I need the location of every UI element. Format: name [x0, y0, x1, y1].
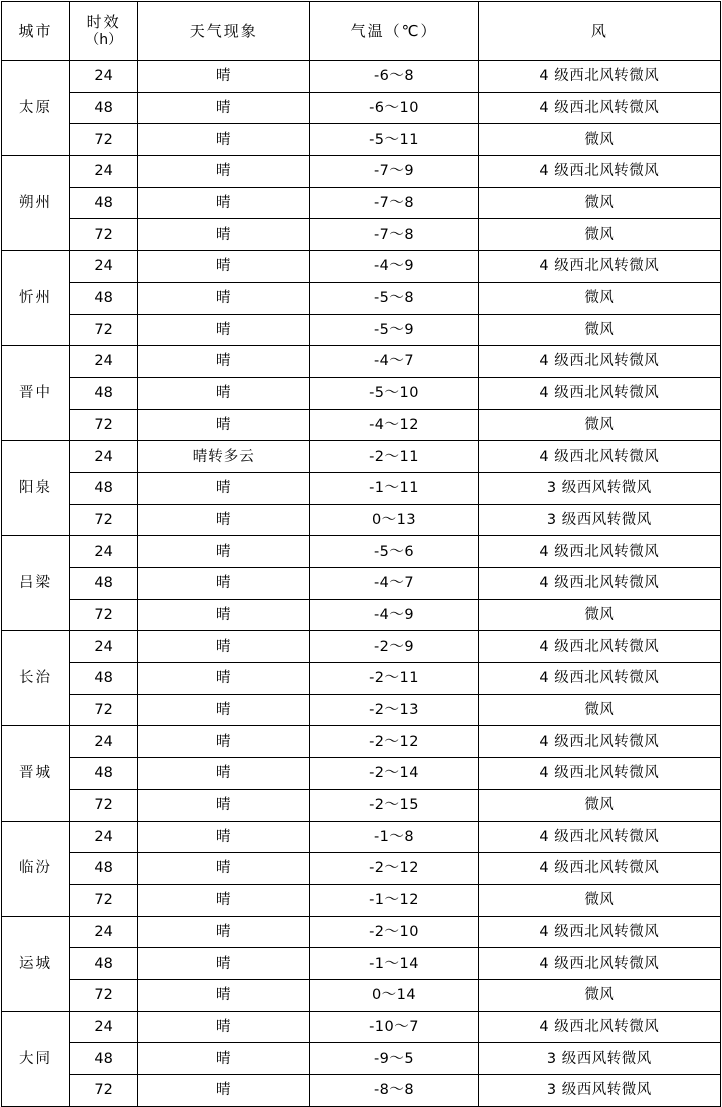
phenomenon-cell: 晴	[138, 789, 310, 821]
table-row	[2, 916, 721, 948]
phenomenon-cell: 晴	[138, 631, 310, 663]
phenomenon-cell: 晴	[138, 472, 310, 504]
temperature-cell: -2～14	[310, 758, 478, 790]
hours-cell: 72	[70, 124, 138, 156]
hours-cell: 48	[70, 1043, 138, 1075]
column-header-phenomenon: 天气现象	[138, 2, 310, 61]
hours-cell: 48	[70, 948, 138, 980]
phenomenon-cell: 晴	[138, 694, 310, 726]
wind-cell: 微风	[478, 789, 720, 821]
wind-cell: 4 级西北风转微风	[478, 61, 720, 93]
temperature-cell: -2～11	[310, 663, 478, 695]
temperature-cell: -2～10	[310, 916, 478, 948]
hours-cell: 48	[70, 282, 138, 314]
wind-cell: 4 级西北风转微风	[478, 821, 720, 853]
hours-cell: 72	[70, 789, 138, 821]
table-body	[2, 61, 721, 1107]
column-header-temperature: 气温（℃）	[310, 2, 478, 61]
temperature-cell: -6～8	[310, 61, 478, 93]
phenomenon-cell: 晴	[138, 1043, 310, 1075]
hours-cell: 48	[70, 758, 138, 790]
temperature-cell: -4～7	[310, 568, 478, 600]
city-cell: 太原	[2, 61, 70, 156]
table-row	[2, 789, 721, 821]
phenomenon-cell: 晴转多云	[138, 441, 310, 473]
temperature-cell: -1～8	[310, 821, 478, 853]
temperature-cell: -1～11	[310, 472, 478, 504]
table-row	[2, 156, 721, 188]
table-row	[2, 124, 721, 156]
wind-cell: 微风	[478, 124, 720, 156]
table-row	[2, 536, 721, 568]
phenomenon-cell: 晴	[138, 504, 310, 536]
wind-cell: 微风	[478, 599, 720, 631]
column-header-hours-line2: （h）	[85, 31, 123, 48]
phenomenon-cell: 晴	[138, 219, 310, 251]
phenomenon-cell: 晴	[138, 568, 310, 600]
temperature-cell: -2～15	[310, 789, 478, 821]
wind-cell: 4 级西北风转微风	[478, 346, 720, 378]
hours-cell: 24	[70, 726, 138, 758]
hours-cell: 48	[70, 92, 138, 124]
hours-cell: 24	[70, 346, 138, 378]
wind-cell: 3 级西风转微风	[478, 472, 720, 504]
table-row	[2, 1011, 721, 1043]
hours-cell: 24	[70, 251, 138, 283]
table-row	[2, 599, 721, 631]
wind-cell: 4 级西北风转微风	[478, 568, 720, 600]
wind-cell: 4 级西北风转微风	[478, 631, 720, 663]
hours-cell: 24	[70, 1011, 138, 1043]
hours-cell: 48	[70, 377, 138, 409]
temperature-cell: -4～9	[310, 599, 478, 631]
wind-cell: 微风	[478, 979, 720, 1011]
temperature-cell: -10～7	[310, 1011, 478, 1043]
temperature-cell: -5～9	[310, 314, 478, 346]
temperature-cell: -9～5	[310, 1043, 478, 1075]
hours-cell: 72	[70, 884, 138, 916]
column-header-wind: 风	[478, 2, 720, 61]
wind-cell: 微风	[478, 884, 720, 916]
temperature-cell: -4～9	[310, 251, 478, 283]
phenomenon-cell: 晴	[138, 251, 310, 283]
hours-cell: 24	[70, 821, 138, 853]
table-row	[2, 251, 721, 283]
temperature-cell: 0～13	[310, 504, 478, 536]
wind-cell: 微风	[478, 409, 720, 441]
phenomenon-cell: 晴	[138, 314, 310, 346]
hours-cell: 72	[70, 599, 138, 631]
temperature-cell: -2～12	[310, 726, 478, 758]
hours-cell: 72	[70, 979, 138, 1011]
temperature-cell: -5～8	[310, 282, 478, 314]
hours-cell: 48	[70, 472, 138, 504]
wind-cell: 4 级西北风转微风	[478, 536, 720, 568]
phenomenon-cell: 晴	[138, 61, 310, 93]
phenomenon-cell: 晴	[138, 187, 310, 219]
table-row	[2, 631, 721, 663]
wind-cell: 4 级西北风转微风	[478, 948, 720, 980]
column-header-hours-line1: 时效	[86, 12, 121, 31]
temperature-cell: -5～10	[310, 377, 478, 409]
temperature-cell: -7～8	[310, 219, 478, 251]
wind-cell: 4 级西北风转微风	[478, 663, 720, 695]
hours-cell: 24	[70, 631, 138, 663]
wind-cell: 4 级西北风转微风	[478, 1011, 720, 1043]
hours-cell: 72	[70, 219, 138, 251]
temperature-cell: -7～9	[310, 156, 478, 188]
city-cell: 晋城	[2, 726, 70, 821]
wind-cell: 微风	[478, 694, 720, 726]
phenomenon-cell: 晴	[138, 536, 310, 568]
wind-cell: 4 级西北风转微风	[478, 758, 720, 790]
temperature-cell: -8～8	[310, 1075, 478, 1107]
table-row	[2, 979, 721, 1011]
phenomenon-cell: 晴	[138, 979, 310, 1011]
table-row	[2, 1043, 721, 1075]
city-cell: 临汾	[2, 821, 70, 916]
table-row	[2, 694, 721, 726]
table-row	[2, 853, 721, 885]
hours-cell: 24	[70, 536, 138, 568]
table-row	[2, 472, 721, 504]
table-row	[2, 726, 721, 758]
hours-cell: 48	[70, 853, 138, 885]
phenomenon-cell: 晴	[138, 916, 310, 948]
phenomenon-cell: 晴	[138, 409, 310, 441]
table-header	[2, 2, 721, 61]
hours-cell: 24	[70, 441, 138, 473]
phenomenon-cell: 晴	[138, 663, 310, 695]
hours-cell: 72	[70, 409, 138, 441]
table-row	[2, 663, 721, 695]
wind-cell: 4 级西北风转微风	[478, 441, 720, 473]
wind-cell: 3 级西风转微风	[478, 504, 720, 536]
phenomenon-cell: 晴	[138, 92, 310, 124]
table-row	[2, 504, 721, 536]
phenomenon-cell: 晴	[138, 599, 310, 631]
city-cell: 忻州	[2, 251, 70, 346]
table-row	[2, 282, 721, 314]
table-row	[2, 346, 721, 378]
phenomenon-cell: 晴	[138, 948, 310, 980]
phenomenon-cell: 晴	[138, 1011, 310, 1043]
city-cell: 运城	[2, 916, 70, 1011]
temperature-cell: -6～10	[310, 92, 478, 124]
temperature-cell: 0～14	[310, 979, 478, 1011]
phenomenon-cell: 晴	[138, 124, 310, 156]
hours-cell: 24	[70, 156, 138, 188]
hours-cell: 48	[70, 187, 138, 219]
city-cell: 吕梁	[2, 536, 70, 631]
wind-cell: 4 级西北风转微风	[478, 251, 720, 283]
hours-cell: 24	[70, 916, 138, 948]
wind-cell: 4 级西北风转微风	[478, 377, 720, 409]
wind-cell: 微风	[478, 219, 720, 251]
table-header-row	[2, 2, 721, 61]
temperature-cell: -5～11	[310, 124, 478, 156]
weather-forecast-table	[1, 1, 721, 1107]
table-row	[2, 758, 721, 790]
city-cell: 阳泉	[2, 441, 70, 536]
temperature-cell: -1～14	[310, 948, 478, 980]
phenomenon-cell: 晴	[138, 853, 310, 885]
temperature-cell: -7～8	[310, 187, 478, 219]
wind-cell: 3 级西风转微风	[478, 1043, 720, 1075]
city-cell: 晋中	[2, 346, 70, 441]
hours-cell: 72	[70, 694, 138, 726]
city-cell: 长治	[2, 631, 70, 726]
phenomenon-cell: 晴	[138, 346, 310, 378]
hours-cell: 24	[70, 61, 138, 93]
hours-cell: 48	[70, 568, 138, 600]
wind-cell: 微风	[478, 314, 720, 346]
hours-cell: 72	[70, 504, 138, 536]
hours-cell: 72	[70, 1075, 138, 1107]
table-row	[2, 377, 721, 409]
table-row	[2, 948, 721, 980]
table-row	[2, 61, 721, 93]
wind-cell: 4 级西北风转微风	[478, 156, 720, 188]
phenomenon-cell: 晴	[138, 282, 310, 314]
temperature-cell: -1～12	[310, 884, 478, 916]
temperature-cell: -2～12	[310, 853, 478, 885]
table-row	[2, 219, 721, 251]
phenomenon-cell: 晴	[138, 1075, 310, 1107]
temperature-cell: -4～12	[310, 409, 478, 441]
table-row	[2, 568, 721, 600]
table-row	[2, 187, 721, 219]
temperature-cell: -4～7	[310, 346, 478, 378]
table-row	[2, 314, 721, 346]
temperature-cell: -2～9	[310, 631, 478, 663]
phenomenon-cell: 晴	[138, 884, 310, 916]
wind-cell: 4 级西北风转微风	[478, 726, 720, 758]
phenomenon-cell: 晴	[138, 758, 310, 790]
phenomenon-cell: 晴	[138, 821, 310, 853]
wind-cell: 4 级西北风转微风	[478, 916, 720, 948]
temperature-cell: -2～11	[310, 441, 478, 473]
wind-cell: 4 级西北风转微风	[478, 92, 720, 124]
table-row	[2, 92, 721, 124]
temperature-cell: -2～13	[310, 694, 478, 726]
column-header-city: 城市	[2, 2, 70, 61]
wind-cell: 4 级西北风转微风	[478, 853, 720, 885]
hours-cell: 72	[70, 314, 138, 346]
table-row	[2, 884, 721, 916]
table-row	[2, 821, 721, 853]
column-header-hours	[70, 2, 138, 61]
wind-cell: 微风	[478, 282, 720, 314]
wind-cell: 3 级西风转微风	[478, 1075, 720, 1107]
temperature-cell: -5～6	[310, 536, 478, 568]
table-row	[2, 441, 721, 473]
table-row	[2, 409, 721, 441]
phenomenon-cell: 晴	[138, 726, 310, 758]
city-cell: 朔州	[2, 156, 70, 251]
wind-cell: 微风	[478, 187, 720, 219]
city-cell: 大同	[2, 1011, 70, 1106]
phenomenon-cell: 晴	[138, 377, 310, 409]
hours-cell: 48	[70, 663, 138, 695]
phenomenon-cell: 晴	[138, 156, 310, 188]
table-row	[2, 1075, 721, 1107]
